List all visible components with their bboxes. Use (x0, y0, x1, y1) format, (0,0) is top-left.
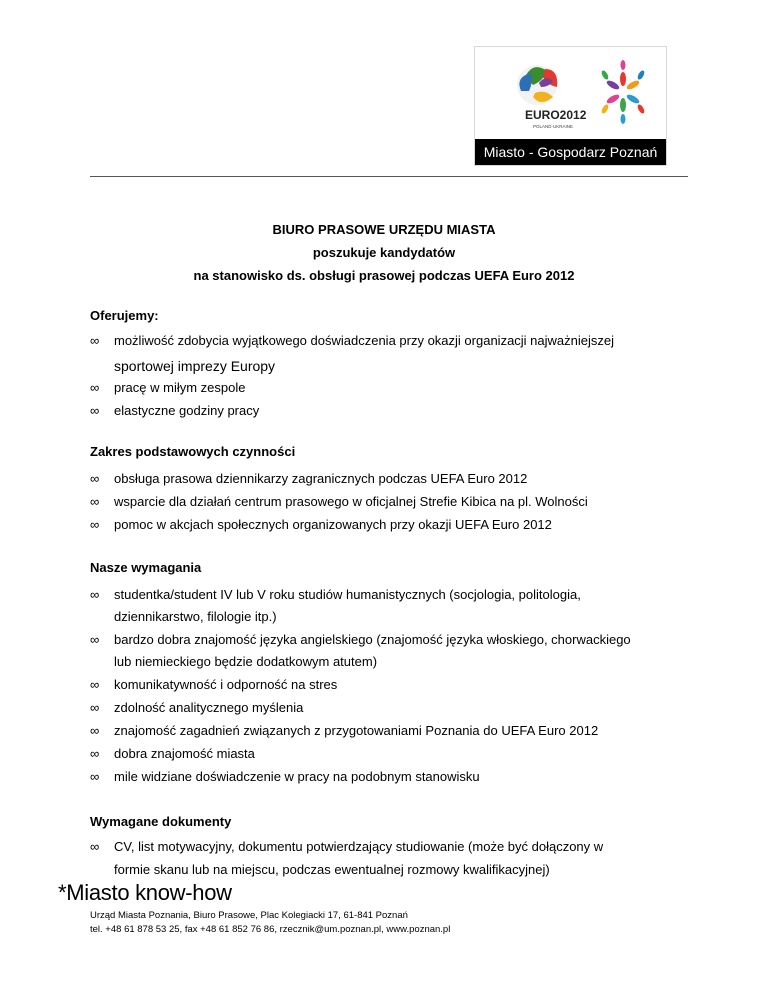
bullet-icon: ∞ (90, 471, 100, 486)
miasto-know-how-logo: *Miasto know-how (58, 880, 232, 905)
list-item-text: dobra znajomość miasta (114, 746, 255, 761)
poznan-star-icon (600, 60, 645, 124)
list-item-text: bardzo dobra znajomość języka angielskiego (znajomość języka włoskiego, chorwackiego (114, 632, 631, 647)
page-title: BIURO PRASOWE URZĘDU MIASTA (272, 222, 496, 237)
list-item-text: lub niemieckiego będzie dodatkowym atutem) (114, 654, 378, 669)
footer-address: Urząd Miasta Poznania, Biuro Prasowe, Plac Kolegiacki 17, 61-841 Poznań (90, 910, 408, 921)
offer-heading: Oferujemy: (90, 308, 159, 323)
euro2012-logo-icon (475, 47, 666, 139)
list-item-text: formie skanu lub na miejscu, podczas ewentualnej rozmowy kwalifikacyjnej) (114, 862, 550, 877)
euro2012-logo-text: EURO2012 (525, 108, 587, 122)
bullet-icon: ∞ (90, 587, 100, 602)
list-item-text: CV, list motywacyjny, dokumentu potwierdzający studiowanie (może być dołączony w (114, 839, 604, 854)
bullet-icon: ∞ (90, 494, 100, 509)
bullet-icon: ∞ (90, 632, 100, 647)
list-item-text: mile widziane doświadczenie w pracy na podobnym stanowisku (114, 769, 480, 784)
list-item-text: studentka/student IV lub V roku studiów humanistycznych (socjologia, politologia, (114, 587, 581, 602)
list-item-text: elastyczne godziny pracy (114, 403, 260, 418)
euro2012-logo-box (474, 46, 667, 166)
list-item-text: dziennikarstwo, filologie itp.) (114, 609, 277, 624)
header-divider (90, 176, 688, 177)
bullet-icon: ∞ (90, 746, 100, 761)
bullet-icon: ∞ (90, 380, 100, 395)
list-item-text: możliwość zdobycia wyjątkowego doświadczenia przy okazji organizacji najważniejszej (114, 333, 615, 348)
euro2012-logo-subtext: POLAND·UKRAINE (533, 124, 574, 129)
list-item-text: sportowej imprezy Europy (114, 358, 276, 374)
list-item-text: znajomość zagadnień związanych z przygotowaniami Poznania do UEFA Euro 2012 (114, 723, 599, 738)
bullet-icon: ∞ (90, 769, 100, 784)
footer-contact: tel. +48 61 878 53 25, fax +48 61 852 76 86, rzecznik@um.poznan.pl, www.poznan.pl (90, 924, 451, 935)
requirements-heading: Nasze wymagania (90, 560, 202, 575)
list-item-text: wsparcie dla działań centrum prasowego w oficjalnej Strefie Kibica na pl. Wolności (114, 494, 588, 509)
list-item-text: pracę w miłym zespole (114, 380, 246, 395)
bullet-icon: ∞ (90, 700, 100, 715)
bullet-icon: ∞ (90, 403, 100, 418)
list-item-text: pomoc w akcjach społecznych organizowanych przy okazji UEFA Euro 2012 (114, 517, 552, 532)
documents-heading: Wymagane dokumenty (90, 814, 232, 829)
page-subtitle: poszukuje kandydatów (312, 245, 456, 260)
bullet-icon: ∞ (90, 333, 100, 348)
list-item-text: komunikatywność i odporność na stres (114, 677, 338, 692)
list-item-text: zdolność analitycznego myślenia (114, 700, 304, 715)
bullet-icon: ∞ (90, 677, 100, 692)
list-item-text: obsługa prasowa dziennikarzy zagranicznych podczas UEFA Euro 2012 (114, 471, 528, 486)
bullet-icon: ∞ (90, 517, 100, 532)
bullet-icon: ∞ (90, 839, 100, 854)
host-city-banner: Miasto - Gospodarz Poznań (475, 139, 666, 165)
duties-heading: Zakres podstawowych czynności (90, 444, 296, 459)
bullet-icon: ∞ (90, 723, 100, 738)
position-title: na stanowisko ds. obsługi prasowej podczas UEFA Euro 2012 (193, 268, 575, 283)
